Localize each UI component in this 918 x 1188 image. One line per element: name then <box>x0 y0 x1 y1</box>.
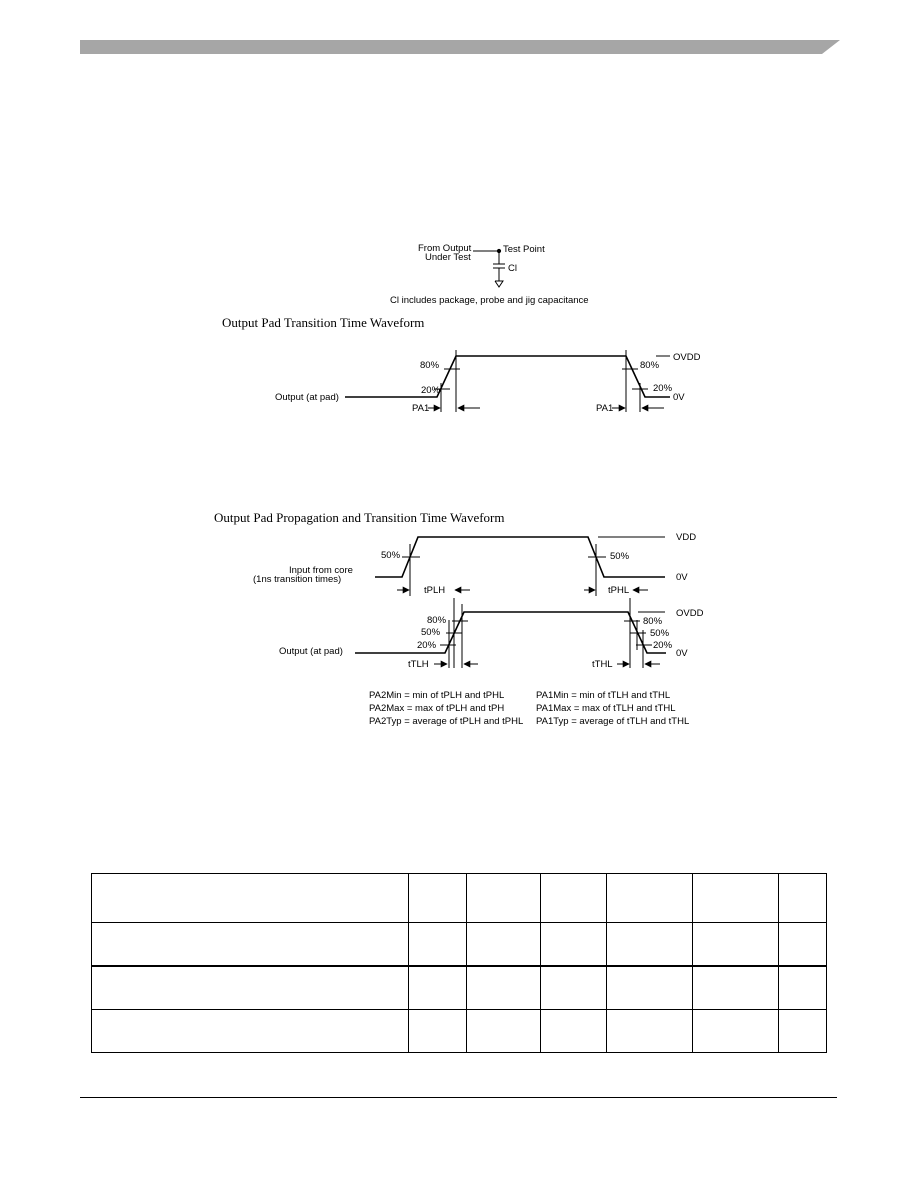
transition-ovdd-label: OVDD <box>673 352 701 363</box>
table-cell <box>92 874 409 923</box>
propagation-output-label: Output (at pad) <box>279 646 343 657</box>
output-ovdd-label: OVDD <box>676 608 704 619</box>
under-test-label: Under Test <box>425 252 471 263</box>
pa1-min-note: PA1Min = min of tTLH and tTHL <box>536 690 671 701</box>
table-cell <box>541 1010 607 1053</box>
table-row <box>92 966 827 1010</box>
table-cell <box>467 1010 541 1053</box>
table-cell <box>467 923 541 967</box>
table-cell <box>779 966 827 1010</box>
table-cell <box>408 874 467 923</box>
table-cell <box>779 923 827 967</box>
transition-waveform <box>345 350 670 412</box>
table-cell <box>467 966 541 1010</box>
transition-output-label: Output (at pad) <box>275 392 339 403</box>
pa1-left-label: PA1 <box>412 403 430 414</box>
table-cell <box>541 966 607 1010</box>
transition-80-right: 80% <box>640 360 660 371</box>
table-cell <box>607 923 693 967</box>
input-transition-note: (1ns transition times) <box>253 574 342 585</box>
table-cell <box>408 923 467 967</box>
table-cell <box>467 874 541 923</box>
pa1-max-note: PA1Max = max of tTLH and tTHL <box>536 703 676 714</box>
tplh-label: tPLH <box>424 585 446 596</box>
table-cell <box>541 923 607 967</box>
cl-label: Cl <box>508 263 517 274</box>
transition-20-left: 20% <box>421 385 441 396</box>
propagation-waveform-title: Output Pad Propagation and Transition Time Waveform <box>214 510 505 525</box>
footer-rule <box>80 1097 837 1098</box>
transition-80-left: 80% <box>420 360 440 371</box>
table-cell <box>607 1010 693 1053</box>
table-cell <box>693 923 779 967</box>
table-cell <box>693 874 779 923</box>
table-cell <box>541 874 607 923</box>
pa1-typ-note: PA1Typ = average of tTLH and tTHL <box>536 716 690 727</box>
table-cell <box>693 966 779 1010</box>
table-row <box>92 1010 827 1053</box>
vdd-label: VDD <box>676 532 697 543</box>
pa2-min-note: PA2Min = min of tPLH and tPHL <box>369 690 505 701</box>
table-cell <box>408 966 467 1010</box>
table-cell <box>779 1010 827 1053</box>
pa2-max-note: PA2Max = max of tPLH and tPH <box>369 703 505 714</box>
output-waveform-trace <box>355 612 666 653</box>
table-cell <box>607 874 693 923</box>
tphl-label: tPHL <box>608 585 630 596</box>
output-80-right-label: 80% <box>643 616 663 627</box>
table-cell <box>92 1010 409 1053</box>
input-50-left-label: 50% <box>381 550 401 561</box>
pa1-right-label: PA1 <box>596 403 614 414</box>
transition-0v-label: 0V <box>673 392 685 403</box>
table-cell <box>408 1010 467 1053</box>
transition-20-right: 20% <box>653 383 673 394</box>
output-20-left-label: 20% <box>417 640 437 651</box>
test-point-label: Test Point <box>503 244 545 255</box>
ground-symbol <box>495 281 503 287</box>
ttlh-label: tTLH <box>408 659 429 670</box>
input-0v-label: 0V <box>676 572 688 583</box>
output-0v-label: 0V <box>676 648 688 659</box>
tthl-label: tTHL <box>592 659 613 670</box>
output-50-right-label: 50% <box>650 628 670 639</box>
load-circuit-figure <box>473 249 505 287</box>
output-80-left-label: 80% <box>427 615 447 626</box>
table-header-row <box>92 874 827 923</box>
cl-note: Cl includes package, probe and jig capacitance <box>390 295 589 306</box>
input-from-core-label: Input from core <box>289 565 353 576</box>
from-output-label: From Output <box>418 243 472 254</box>
output-20-right-label: 20% <box>653 640 673 651</box>
spec-table <box>91 873 827 1053</box>
table-cell <box>693 1010 779 1053</box>
output-50-left-label: 50% <box>421 627 441 638</box>
output-waveform-trace <box>345 356 670 397</box>
table-cell <box>607 966 693 1010</box>
table-row <box>92 923 827 967</box>
pa2-typ-note: PA2Typ = average of tPLH and tPHL <box>369 716 524 727</box>
table-cell <box>779 874 827 923</box>
table-cell <box>92 923 409 967</box>
table-cell <box>92 966 409 1010</box>
input-50-right-label: 50% <box>610 551 630 562</box>
transition-waveform-title: Output Pad Transition Time Waveform <box>222 315 425 330</box>
